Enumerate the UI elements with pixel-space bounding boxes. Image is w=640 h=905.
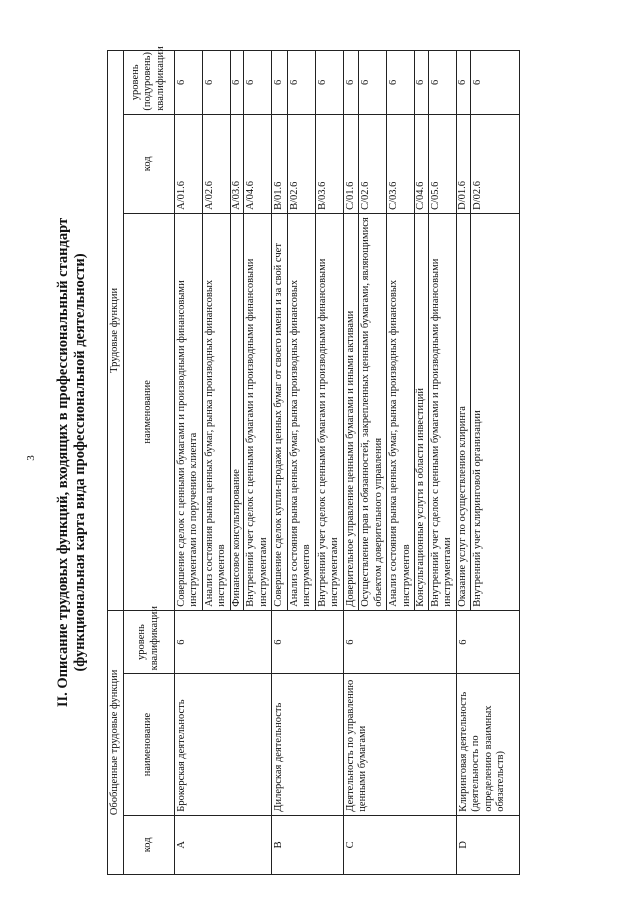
group-level: 6 bbox=[343, 610, 456, 674]
function-code: B/02.6 bbox=[287, 114, 315, 213]
header-labor-code: код bbox=[123, 114, 174, 213]
function-code: A/01.6 bbox=[174, 114, 202, 213]
function-name: Внутренний учет сделок с ценными бумагами и производными финансовыми инструментами bbox=[428, 213, 456, 610]
function-code: C/03.6 bbox=[387, 114, 415, 213]
header-labor-functions: Трудовые функции bbox=[108, 51, 124, 611]
header-labor-name: наименование bbox=[123, 213, 174, 610]
group-level: 6 bbox=[174, 610, 272, 674]
function-name: Анализ состояния рынка ценных бумаг, рынка производных финансовых инструментов bbox=[287, 213, 315, 610]
function-name: Внутренний учет клиринговой организации bbox=[470, 213, 519, 610]
header-name: наименование bbox=[123, 674, 174, 815]
table-row bbox=[174, 51, 202, 875]
function-code: D/01.6 bbox=[456, 114, 470, 213]
header-generalized-functions: Обобщенные трудовые функции bbox=[108, 610, 124, 874]
function-level: 6 bbox=[387, 51, 415, 115]
functional-map-table bbox=[107, 46, 520, 875]
table-row bbox=[272, 51, 288, 875]
group-code: B bbox=[272, 815, 344, 874]
group-level: 6 bbox=[456, 610, 519, 674]
function-name: Совершение сделок купли-продажи ценных бумаг от своего имени и за свой счет bbox=[272, 213, 288, 610]
function-name: Анализ состояния рынка ценных бумаг, рынка производных финансовых инструментов bbox=[387, 213, 415, 610]
table-row bbox=[456, 51, 470, 875]
function-name: Финансовое консультирование bbox=[230, 213, 244, 610]
function-name: Совершение сделок с ценными бумагами и производными финансовыми инструментами по поручению клиента bbox=[174, 213, 202, 610]
group-level: 6 bbox=[272, 610, 344, 674]
function-level: 6 bbox=[470, 51, 519, 115]
function-level: 6 bbox=[230, 51, 244, 115]
function-level: 6 bbox=[174, 51, 202, 115]
function-code: A/02.6 bbox=[202, 114, 230, 213]
function-code: C/02.6 bbox=[359, 114, 387, 213]
function-code: A/03.6 bbox=[230, 114, 244, 213]
group-name: Деятельность по управлению ценными бумагами bbox=[343, 674, 456, 815]
group-name: Брокерская деятельность bbox=[174, 674, 272, 815]
group-code: D bbox=[456, 815, 519, 874]
function-code: A/04.6 bbox=[244, 114, 272, 213]
function-name: Осуществление прав и обязанностей, закрепленных ценными бумагами, являющимися объектом доверительного управления bbox=[359, 213, 387, 610]
function-level: 6 bbox=[343, 51, 359, 115]
function-code: C/05.6 bbox=[428, 114, 456, 213]
function-level: 6 bbox=[428, 51, 456, 115]
function-name: Консультационные услуги в области инвестиций bbox=[415, 213, 429, 610]
table-row bbox=[343, 51, 359, 875]
function-code: C/04.6 bbox=[415, 114, 429, 213]
function-level: 6 bbox=[244, 51, 272, 115]
title-line-1: II. Описание трудовых функций, входящих в профессиональный стандарт bbox=[55, 217, 71, 708]
header-code: код bbox=[123, 815, 174, 874]
rotated-page-content bbox=[55, 46, 615, 875]
function-code: D/02.6 bbox=[470, 114, 519, 213]
function-level: 6 bbox=[272, 51, 288, 115]
group-code: A bbox=[174, 815, 272, 874]
group-name: Дилерская деятельность bbox=[272, 674, 344, 815]
function-level: 6 bbox=[456, 51, 470, 115]
function-code: B/01.6 bbox=[272, 114, 288, 213]
group-code: C bbox=[343, 815, 456, 874]
function-level: 6 bbox=[415, 51, 429, 115]
function-name: Доверительное управление ценными бумагами и иными активами bbox=[343, 213, 359, 610]
function-level: 6 bbox=[202, 51, 230, 115]
function-level: 6 bbox=[315, 51, 343, 115]
function-code: B/03.6 bbox=[315, 114, 343, 213]
group-name: Клиринговая деятельность (деятельность по определению взаимных обязательств) bbox=[456, 674, 519, 815]
function-name: Оказание услуг по осуществлению клиринга bbox=[456, 213, 470, 610]
title-line-2: (функциональная карта вида профессиональной деятельности) bbox=[72, 253, 88, 672]
function-name: Анализ состояния рынка ценных бумаг, рынка производных финансовых инструментов bbox=[202, 213, 230, 610]
function-name: Внутренний учет сделок с ценными бумагами и производными финансовыми инструментами bbox=[244, 213, 272, 610]
header-labor-level: уровень (подуровень) квалификации bbox=[123, 51, 174, 115]
function-code: C/01.6 bbox=[343, 114, 359, 213]
header-level: уровень квалификации bbox=[123, 610, 174, 674]
function-level: 6 bbox=[287, 51, 315, 115]
function-name: Внутренний учет сделок с ценными бумагами и производными финансовыми инструментами bbox=[315, 213, 343, 610]
page-number: 3 bbox=[24, 455, 37, 461]
section-title bbox=[55, 50, 89, 875]
function-level: 6 bbox=[359, 51, 387, 115]
